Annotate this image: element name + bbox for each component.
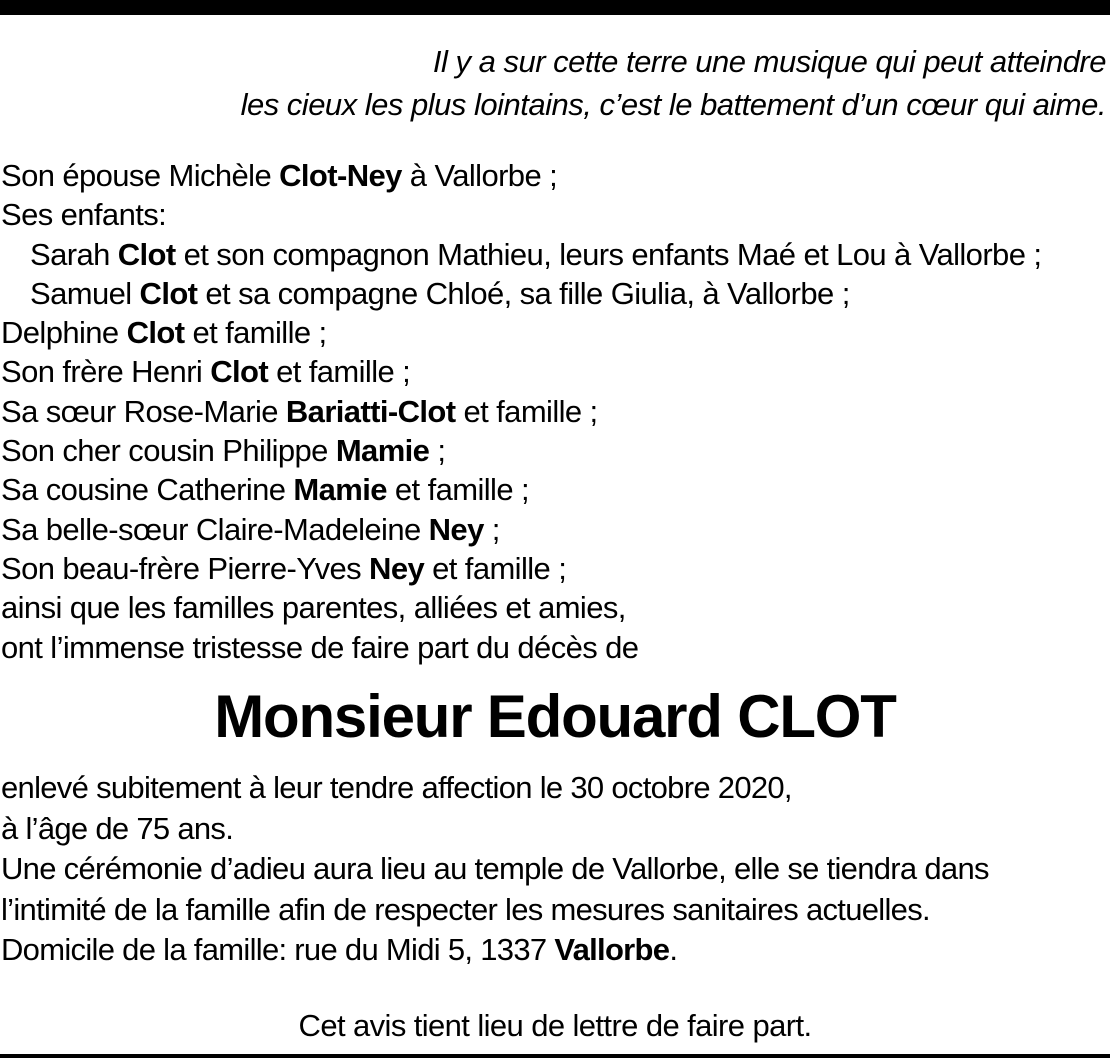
- family-line: ont l’immense tristesse de faire part du décès de: [1, 629, 639, 665]
- family-line: Samuel Clot et sa compagne Chloé, sa fille Giulia, à Vallorbe ;: [30, 275, 850, 311]
- top-rule: [0, 0, 1110, 15]
- quote-line-2: les cieux les plus lointains, c’est le battement d’un cœur qui aime.: [240, 87, 1106, 122]
- family-list: [1, 156, 1041, 667]
- bottom-rule: [0, 1054, 1110, 1058]
- family-line: Son frère Henri Clot et famille ;: [1, 354, 411, 390]
- closing-note: Cet avis tient lieu de lettre de faire part.: [298, 1008, 812, 1043]
- family-line: Sarah Clot et son compagnon Mathieu, leurs enfants Maé et Lou à Vallorbe ;: [30, 236, 1042, 272]
- details-line: Domicile de la famille: rue du Midi 5, 1337 Vallorbe.: [1, 932, 678, 967]
- family-line: Sa cousine Catherine Mamie et famille ;: [1, 472, 529, 508]
- family-line: Son beau-frère Pierre-Yves Ney et famille ;: [1, 550, 567, 586]
- family-line: Sa sœur Rose-Marie Bariatti-Clot et famille ;: [1, 393, 598, 429]
- family-line: Ses enfants:: [1, 197, 167, 233]
- details-line: enlevé subitement à leur tendre affection le 30 octobre 2020,: [1, 770, 792, 805]
- family-line: Sa belle-sœur Claire-Madeleine Ney ;: [1, 511, 500, 547]
- epigraph-quote: [241, 40, 1106, 126]
- family-line: Son cher cousin Philippe Mamie ;: [1, 433, 446, 469]
- obituary-details: [1, 768, 989, 971]
- details-line: à l’âge de 75 ans.: [1, 810, 234, 846]
- details-line: l’intimité de la famille afin de respecter les mesures sanitaires actuelles.: [1, 891, 930, 927]
- details-line: Une cérémonie d’adieu aura lieu au temple de Vallorbe, elle se tiendra dans: [1, 851, 989, 886]
- family-line: Son épouse Michèle Clot-Ney à Vallorbe ;: [1, 158, 558, 193]
- deceased-name: Monsieur Edouard CLOT: [214, 683, 896, 750]
- family-line: ainsi que les familles parentes, alliées et amies,: [1, 590, 626, 626]
- quote-line-1: Il y a sur cette terre une musique qui peut atteindre: [432, 44, 1106, 79]
- family-line: Delphine Clot et famille ;: [1, 315, 327, 351]
